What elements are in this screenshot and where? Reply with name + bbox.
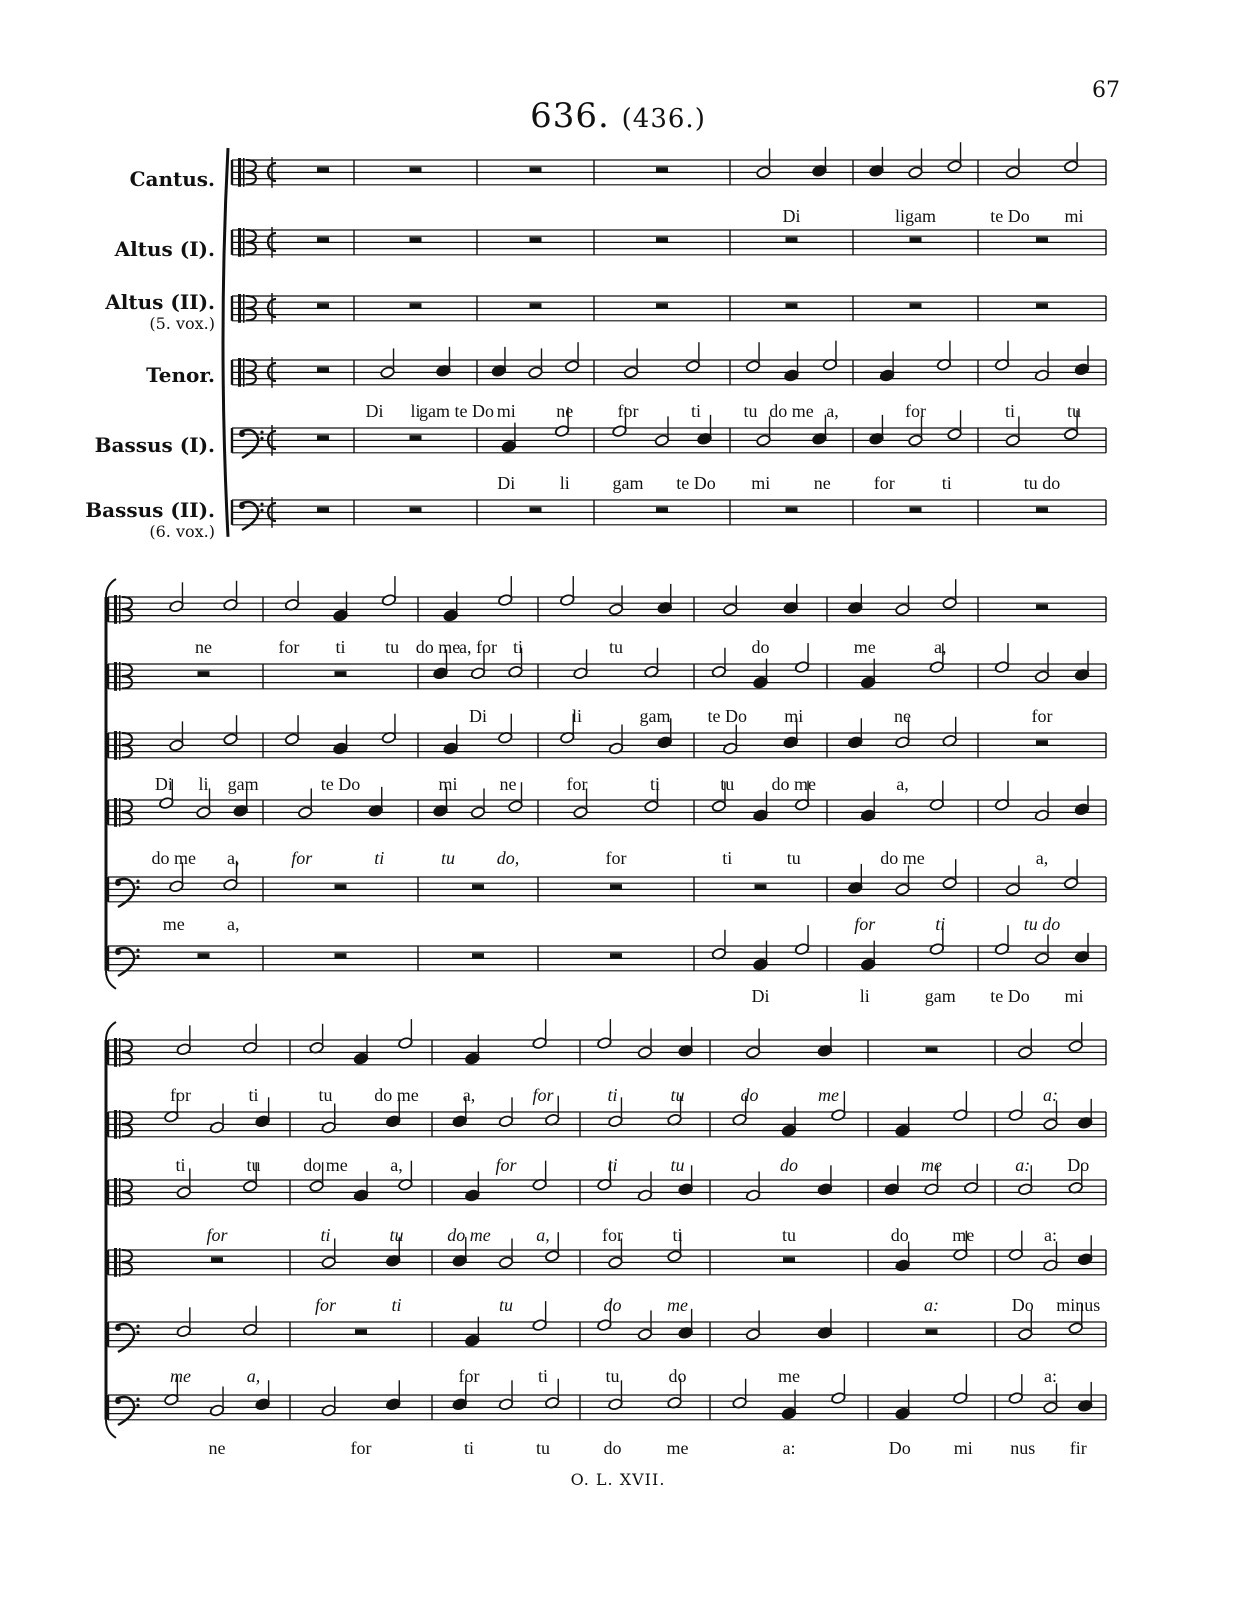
lyric-syllable: me: [666, 1438, 689, 1458]
lyric-syllable: tu: [318, 1085, 333, 1105]
lyric-syllable: a,: [227, 914, 240, 934]
f-clef-icon: [260, 431, 263, 434]
lyric-syllable: me: [952, 1225, 975, 1245]
lyric-syllable: tu: [389, 1225, 404, 1245]
lyric-syllable: me: [853, 637, 876, 657]
whole-rest-icon: [211, 1257, 223, 1262]
lyric-syllable: ti: [607, 1155, 618, 1175]
lyric-syllable: minus: [1056, 1295, 1101, 1315]
lyric-syllable: Di: [365, 401, 384, 421]
lyric-syllable: ti: [335, 637, 346, 657]
lyric-syllable: tu: [743, 401, 758, 421]
footer-signature: O. L. XVII.: [570, 1470, 666, 1489]
whole-rest-icon: [410, 237, 422, 242]
lyric-syllable: do me: [447, 1225, 491, 1245]
system-bracket-bottom: [106, 1420, 116, 1438]
lyric-syllable: do: [780, 1155, 798, 1175]
lyric-syllable: me: [778, 1366, 800, 1386]
lyric-syllable: do me: [769, 401, 814, 421]
lyric-syllable: for: [206, 1225, 228, 1245]
whole-rest-icon: [530, 237, 542, 242]
lyric-syllable: li: [198, 774, 209, 794]
lyric-syllable: mi: [751, 473, 771, 493]
whole-rest-icon: [1036, 604, 1048, 609]
lyric-syllable: tu: [781, 1225, 797, 1245]
lyric-syllable: a,: [1035, 848, 1049, 868]
c-clef-icon: [119, 595, 121, 624]
f-clef-icon: [136, 1331, 139, 1334]
whole-rest-icon: [530, 167, 542, 172]
lyric-syllable: do: [751, 637, 770, 657]
c-clef-icon: [119, 798, 121, 827]
lyric-syllable: for: [278, 637, 300, 657]
lyric-syllable: Di: [782, 206, 801, 226]
c-clef-icon: [114, 662, 117, 691]
lyric-syllable: do me: [374, 1085, 419, 1105]
lyric-syllable: me: [921, 1155, 942, 1175]
lyric-syllable: do me: [771, 774, 816, 794]
lyric-syllable: for: [1031, 706, 1053, 726]
lyric-syllable: do: [668, 1366, 687, 1386]
lyric-syllable: tu: [246, 1155, 261, 1175]
lyric-syllable: me: [667, 1295, 688, 1315]
lyric-syllable: tu do: [1023, 914, 1061, 934]
lyric-syllable: ti: [690, 401, 702, 421]
whole-rest-icon: [1036, 507, 1048, 512]
system-bracket-top: [106, 1022, 116, 1040]
lyric-syllable: ti: [672, 1225, 683, 1245]
f-clef-icon: [239, 503, 245, 509]
lyric-syllable: ligam: [895, 206, 936, 226]
c-clef-icon: [243, 158, 245, 187]
f-clef-icon: [136, 1325, 139, 1328]
c-clef-icon: [119, 1248, 121, 1277]
lyric-syllable: a,: [462, 1085, 476, 1105]
f-clef-icon: [115, 880, 121, 886]
piece-alt-number: (436.): [621, 104, 706, 134]
lyric-syllable: mi: [1064, 206, 1084, 226]
lyric-syllable: ti: [537, 1366, 549, 1386]
f-clef-icon: [239, 431, 245, 437]
lyric-syllable: ne: [499, 774, 517, 794]
lyric-syllable: tu: [535, 1438, 551, 1458]
lyric-syllable: tu do: [1023, 473, 1061, 493]
lyric-syllable: gam: [612, 473, 644, 493]
lyric-syllable: mi: [784, 706, 804, 726]
whole-rest-icon: [410, 303, 422, 308]
c-clef-icon: [114, 731, 117, 760]
whole-rest-icon: [317, 367, 329, 372]
whole-rest-icon: [910, 237, 922, 242]
piece-number: 636.: [530, 96, 610, 136]
lyric-syllable: for: [291, 848, 313, 868]
lyric-syllable: ti: [649, 774, 661, 794]
lyric-syllable: ti: [607, 1085, 618, 1105]
whole-rest-icon: [783, 1257, 795, 1262]
whole-rest-icon: [410, 167, 422, 172]
lyric-syllable: for: [854, 914, 876, 934]
lyric-syllable: Di: [469, 706, 487, 726]
whole-rest-icon: [530, 303, 542, 308]
lyric-syllable: ne: [208, 1438, 226, 1458]
voice-label-altus-2: Altus (II). (5. vox.): [105, 290, 215, 333]
lyric-syllable: ne: [894, 706, 911, 726]
lyric-syllable: a,: [390, 1155, 403, 1175]
lyric-syllable: ti: [175, 1155, 186, 1175]
lyric-syllable: ti: [248, 1085, 259, 1105]
lyric-syllable: li: [859, 986, 870, 1006]
lyric-syllable: for: [314, 1295, 337, 1315]
whole-rest-icon: [355, 1329, 367, 1334]
whole-rest-icon: [335, 671, 347, 676]
whole-rest-icon: [1036, 740, 1048, 745]
page-number: 67: [1092, 78, 1120, 103]
lyric-syllable: Do: [1011, 1295, 1034, 1315]
c-clef-icon: [119, 662, 121, 691]
lyric-syllable: Di: [154, 774, 173, 794]
voice-label-bassus-2: Bassus (II). (6. vox.): [85, 498, 215, 541]
c-clef-icon: [243, 358, 245, 387]
whole-rest-icon: [610, 884, 622, 889]
whole-rest-icon: [656, 167, 668, 172]
lyric-syllable: do: [740, 1085, 759, 1105]
lyric-syllable: for: [350, 1438, 372, 1458]
lyric-syllable: ne: [195, 637, 212, 657]
lyric-syllable: Do: [888, 1438, 911, 1458]
lyric-syllable: ti: [320, 1225, 331, 1245]
lyric-syllable: mi: [438, 774, 458, 794]
whole-rest-icon: [410, 435, 422, 440]
lyric-syllable: gam: [639, 706, 671, 726]
whole-rest-icon: [656, 303, 668, 308]
lyric-syllable: a:: [1043, 1085, 1058, 1105]
voice-label-bassus-1: Bassus (I).: [94, 433, 215, 457]
f-clef-icon: [136, 1404, 139, 1407]
lyric-syllable: ti: [463, 1438, 475, 1458]
lyric-syllable: a,: [536, 1225, 550, 1245]
whole-rest-icon: [926, 1047, 938, 1052]
c-clef-icon: [114, 1178, 117, 1207]
lyric-syllable: do,: [496, 848, 520, 868]
lyric-syllable: a,: [896, 774, 909, 794]
whole-rest-icon: [198, 953, 210, 958]
f-clef-icon: [260, 509, 263, 512]
c-clef-icon: [243, 294, 245, 323]
lyric-syllable: do me: [151, 848, 196, 868]
c-clef-icon: [238, 158, 241, 187]
f-clef-icon: [136, 1398, 139, 1401]
lyric-syllable: gam: [227, 774, 259, 794]
whole-rest-icon: [656, 237, 668, 242]
lyric-syllable: ti: [941, 473, 952, 493]
c-clef-icon: [119, 1110, 121, 1139]
voice-label-altus-1: Altus (I).: [114, 237, 215, 261]
lyric-syllable: Do: [1067, 1155, 1090, 1175]
whole-rest-icon: [317, 303, 329, 308]
lyric-syllable: tu: [440, 848, 456, 868]
lyric-syllable: do me: [415, 637, 461, 657]
lyric-syllable: nus: [1010, 1438, 1036, 1458]
c-clef-icon: [114, 1248, 117, 1277]
c-clef-icon: [114, 595, 117, 624]
lyric-syllable: for: [170, 1085, 191, 1105]
lyric-syllable: for: [532, 1085, 554, 1105]
lyric-syllable: mi: [1064, 986, 1084, 1006]
lyric-syllable: do me: [880, 848, 925, 868]
system-bracket-top: [106, 579, 116, 597]
lyric-syllable: ti: [374, 848, 385, 868]
lyric-syllable: tu: [605, 1366, 620, 1386]
whole-rest-icon: [786, 507, 798, 512]
lyric-syllable: ti: [1004, 401, 1016, 421]
whole-rest-icon: [472, 884, 484, 889]
lyric-syllable: Di: [497, 473, 516, 493]
lyric-syllable: tu: [1066, 401, 1082, 421]
whole-rest-icon: [1036, 237, 1048, 242]
lyric-syllable: ne: [813, 473, 831, 493]
system-brace: [223, 148, 228, 537]
lyric-syllable: a:: [1044, 1366, 1057, 1386]
lyric-syllable: gam: [924, 986, 956, 1006]
lyric-syllable: gam te Do: [419, 401, 494, 421]
lyric-syllable: ne: [556, 401, 574, 421]
lyric-syllable: a, for: [459, 637, 497, 657]
lyric-syllable: do me: [303, 1155, 348, 1175]
f-clef-icon: [115, 949, 121, 955]
c-clef-icon: [119, 1038, 121, 1067]
c-clef-icon: [119, 1178, 121, 1207]
c-clef-icon: [119, 731, 121, 760]
lyric-syllable: tu: [670, 1155, 685, 1175]
lyric-syllable: mi: [953, 1438, 973, 1458]
f-clef-icon: [136, 949, 139, 952]
whole-rest-icon: [910, 303, 922, 308]
whole-rest-icon: [755, 884, 767, 889]
lyric-syllable: for: [905, 401, 926, 421]
lyric-syllable: li: [571, 706, 583, 726]
lyric-syllable: tu: [720, 774, 735, 794]
lyric-syllable: a:: [1044, 1225, 1057, 1245]
c-clef-icon: [114, 1038, 117, 1067]
lyric-syllable: tu: [786, 848, 801, 868]
lyric-syllable: ti: [722, 848, 733, 868]
lyric-syllable: do: [890, 1225, 909, 1245]
lyric-syllable: for: [617, 401, 639, 421]
lyric-syllable: mi: [496, 401, 516, 421]
lyric-syllable: te Do: [320, 774, 361, 794]
whole-rest-icon: [198, 671, 210, 676]
lyric-syllable: tu: [608, 637, 624, 657]
c-clef-icon: [238, 294, 241, 323]
whole-rest-icon: [410, 507, 422, 512]
lyric-syllable: li: [559, 473, 570, 493]
lyric-syllable: ti: [935, 914, 946, 934]
f-clef-icon: [260, 437, 263, 440]
lyric-syllable: a:: [782, 1438, 796, 1458]
lyric-syllable: a:: [924, 1295, 939, 1315]
lyric-syllable: te Do: [990, 206, 1030, 226]
whole-rest-icon: [1036, 303, 1048, 308]
lyric-syllable: for: [602, 1225, 623, 1245]
c-clef-icon: [114, 1110, 117, 1139]
lyric-syllable: me: [818, 1085, 839, 1105]
c-clef-icon: [238, 358, 241, 387]
whole-rest-icon: [656, 507, 668, 512]
lyric-syllable: tu: [498, 1295, 514, 1315]
lyric-syllable: for: [605, 848, 627, 868]
lyric-syllable: do: [603, 1438, 622, 1458]
lyric-syllable: for: [873, 473, 895, 493]
whole-rest-icon: [910, 507, 922, 512]
lyric-syllable: for: [495, 1155, 517, 1175]
lyric-syllable: a,: [227, 848, 240, 868]
lyric-syllable: ti: [391, 1295, 402, 1315]
whole-rest-icon: [335, 884, 347, 889]
f-clef-icon: [136, 955, 139, 958]
whole-rest-icon: [530, 507, 542, 512]
lyric-syllable: tu: [385, 637, 400, 657]
whole-rest-icon: [317, 237, 329, 242]
system-bracket-bottom: [106, 971, 116, 989]
f-clef-icon: [260, 503, 263, 506]
lyric-syllable: a:: [1015, 1155, 1031, 1175]
voice-label-tenor: Tenor.: [146, 363, 215, 387]
lyric-syllable: do: [603, 1295, 622, 1315]
whole-rest-icon: [926, 1329, 938, 1334]
f-clef-icon: [115, 1398, 121, 1404]
lyric-syllable: te Do: [707, 706, 747, 726]
c-clef-icon: [243, 228, 245, 257]
lyric-syllable: li: [410, 401, 421, 421]
lyric-syllable: a,: [826, 401, 839, 421]
lyric-syllable: fir: [1069, 1438, 1087, 1458]
lyric-syllable: te Do: [990, 986, 1030, 1006]
whole-rest-icon: [317, 507, 329, 512]
lyric-syllable: a,: [934, 637, 947, 657]
whole-rest-icon: [786, 303, 798, 308]
f-clef-icon: [115, 1325, 121, 1331]
whole-rest-icon: [610, 953, 622, 958]
f-clef-icon: [136, 886, 139, 889]
lyric-syllable: tu: [670, 1085, 685, 1105]
lyric-syllable: me: [162, 914, 185, 934]
c-clef-icon: [114, 798, 117, 827]
voice-label-cantus: Cantus.: [129, 167, 215, 191]
lyric-syllable: me: [170, 1366, 191, 1386]
whole-rest-icon: [786, 237, 798, 242]
whole-rest-icon: [472, 953, 484, 958]
lyric-syllable: te Do: [676, 473, 716, 493]
f-clef-icon: [136, 880, 139, 883]
c-clef-icon: [238, 228, 241, 257]
whole-rest-icon: [317, 167, 329, 172]
lyric-syllable: for: [566, 774, 588, 794]
lyric-syllable: a,: [246, 1366, 261, 1386]
whole-rest-icon: [335, 953, 347, 958]
lyric-syllable: ti: [512, 637, 524, 657]
lyric-syllable: Di: [751, 986, 770, 1006]
lyric-syllable: for: [458, 1366, 480, 1386]
whole-rest-icon: [317, 435, 329, 440]
